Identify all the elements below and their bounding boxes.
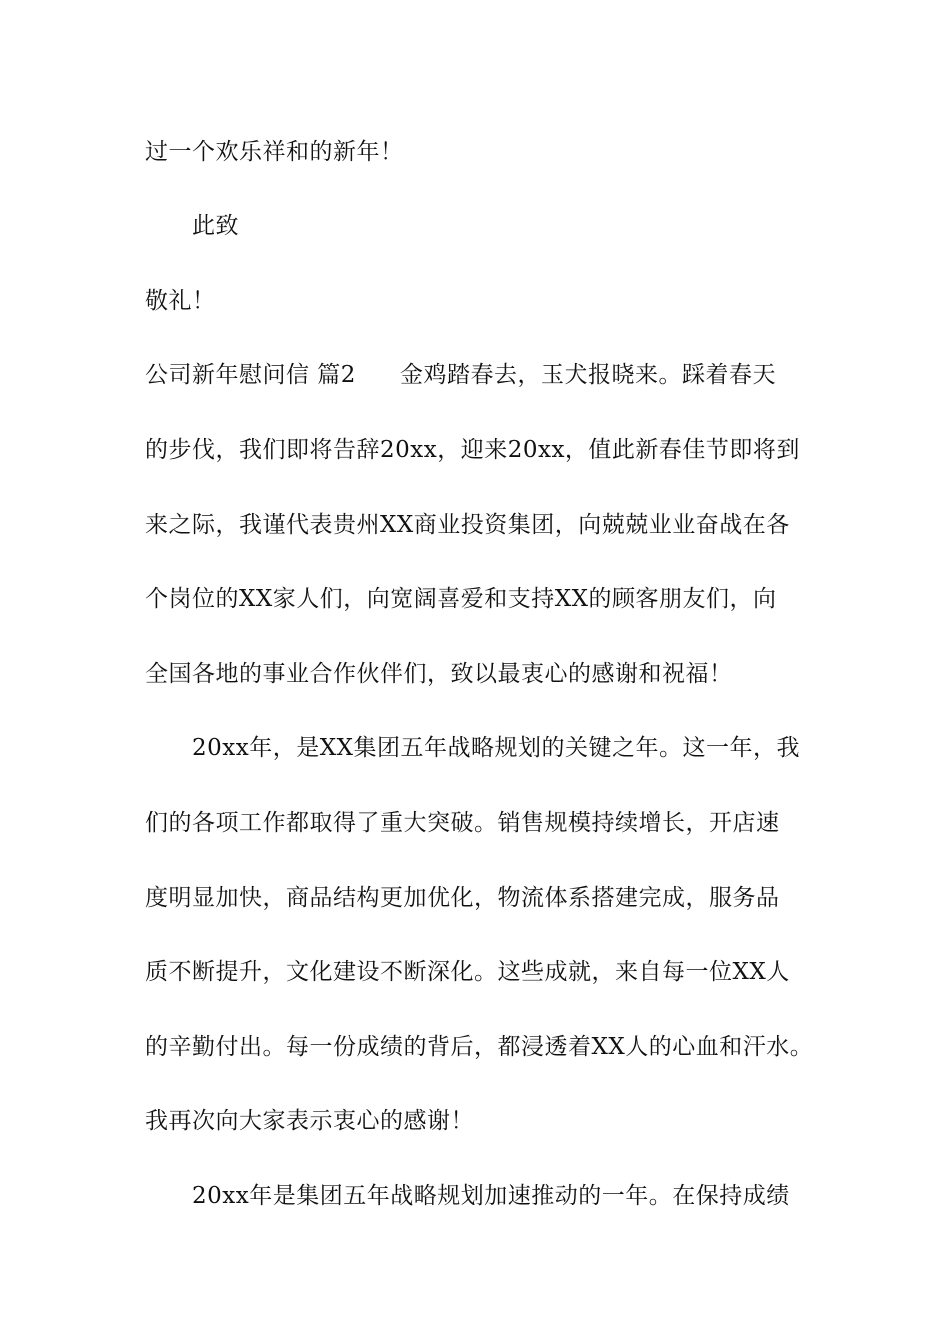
- section-heading: 公司新年慰问信 篇2: [145, 362, 356, 388]
- text-line: 个岗位的XX家人们，向宽阔喜爱和支持XX的顾客朋友们，向: [145, 586, 777, 612]
- text-line: 来之际，我谨代表贵州XX商业投资集团，向兢兢业业奋战在各: [145, 512, 790, 538]
- text-line: 质不断提升，文化建设不断深化。这些成就，来自每一位XX人: [145, 959, 790, 985]
- closing-salutation: 此致: [192, 213, 239, 239]
- text-line: 过一个欢乐祥和的新年！: [145, 139, 404, 165]
- text-line: 我再次向大家表示衷心的感谢！: [145, 1108, 474, 1134]
- text-line: 的步伐，我们即将告辞20xx，迎来20xx，值此新春佳节即将到: [145, 437, 800, 463]
- text-line: 度明显加快，商品结构更加优化，物流体系搭建完成，服务品: [145, 885, 780, 911]
- closing-regards: 敬礼！: [145, 288, 216, 314]
- text-line: 的辛勤付出。每一份成绩的背后，都浸透着XX人的心血和汗水。: [145, 1034, 814, 1060]
- section-heading-line: [145, 358, 825, 392]
- text-line: 20xx年是集团五年战略规划加速推动的一年。在保持成绩: [192, 1183, 790, 1209]
- text-line: 全国各地的事业合作伙伴们，致以最衷心的感谢和祝福！: [145, 661, 733, 687]
- paragraph-start: 金鸡踏春去，玉犬报晓来。踩着春天: [399, 362, 776, 388]
- text-line: 们的各项工作都取得了重大突破。销售规模持续增长，开店速: [145, 810, 780, 836]
- text-line: 20xx年，是XX集团五年战略规划的关键之年。这一年，我: [192, 735, 800, 761]
